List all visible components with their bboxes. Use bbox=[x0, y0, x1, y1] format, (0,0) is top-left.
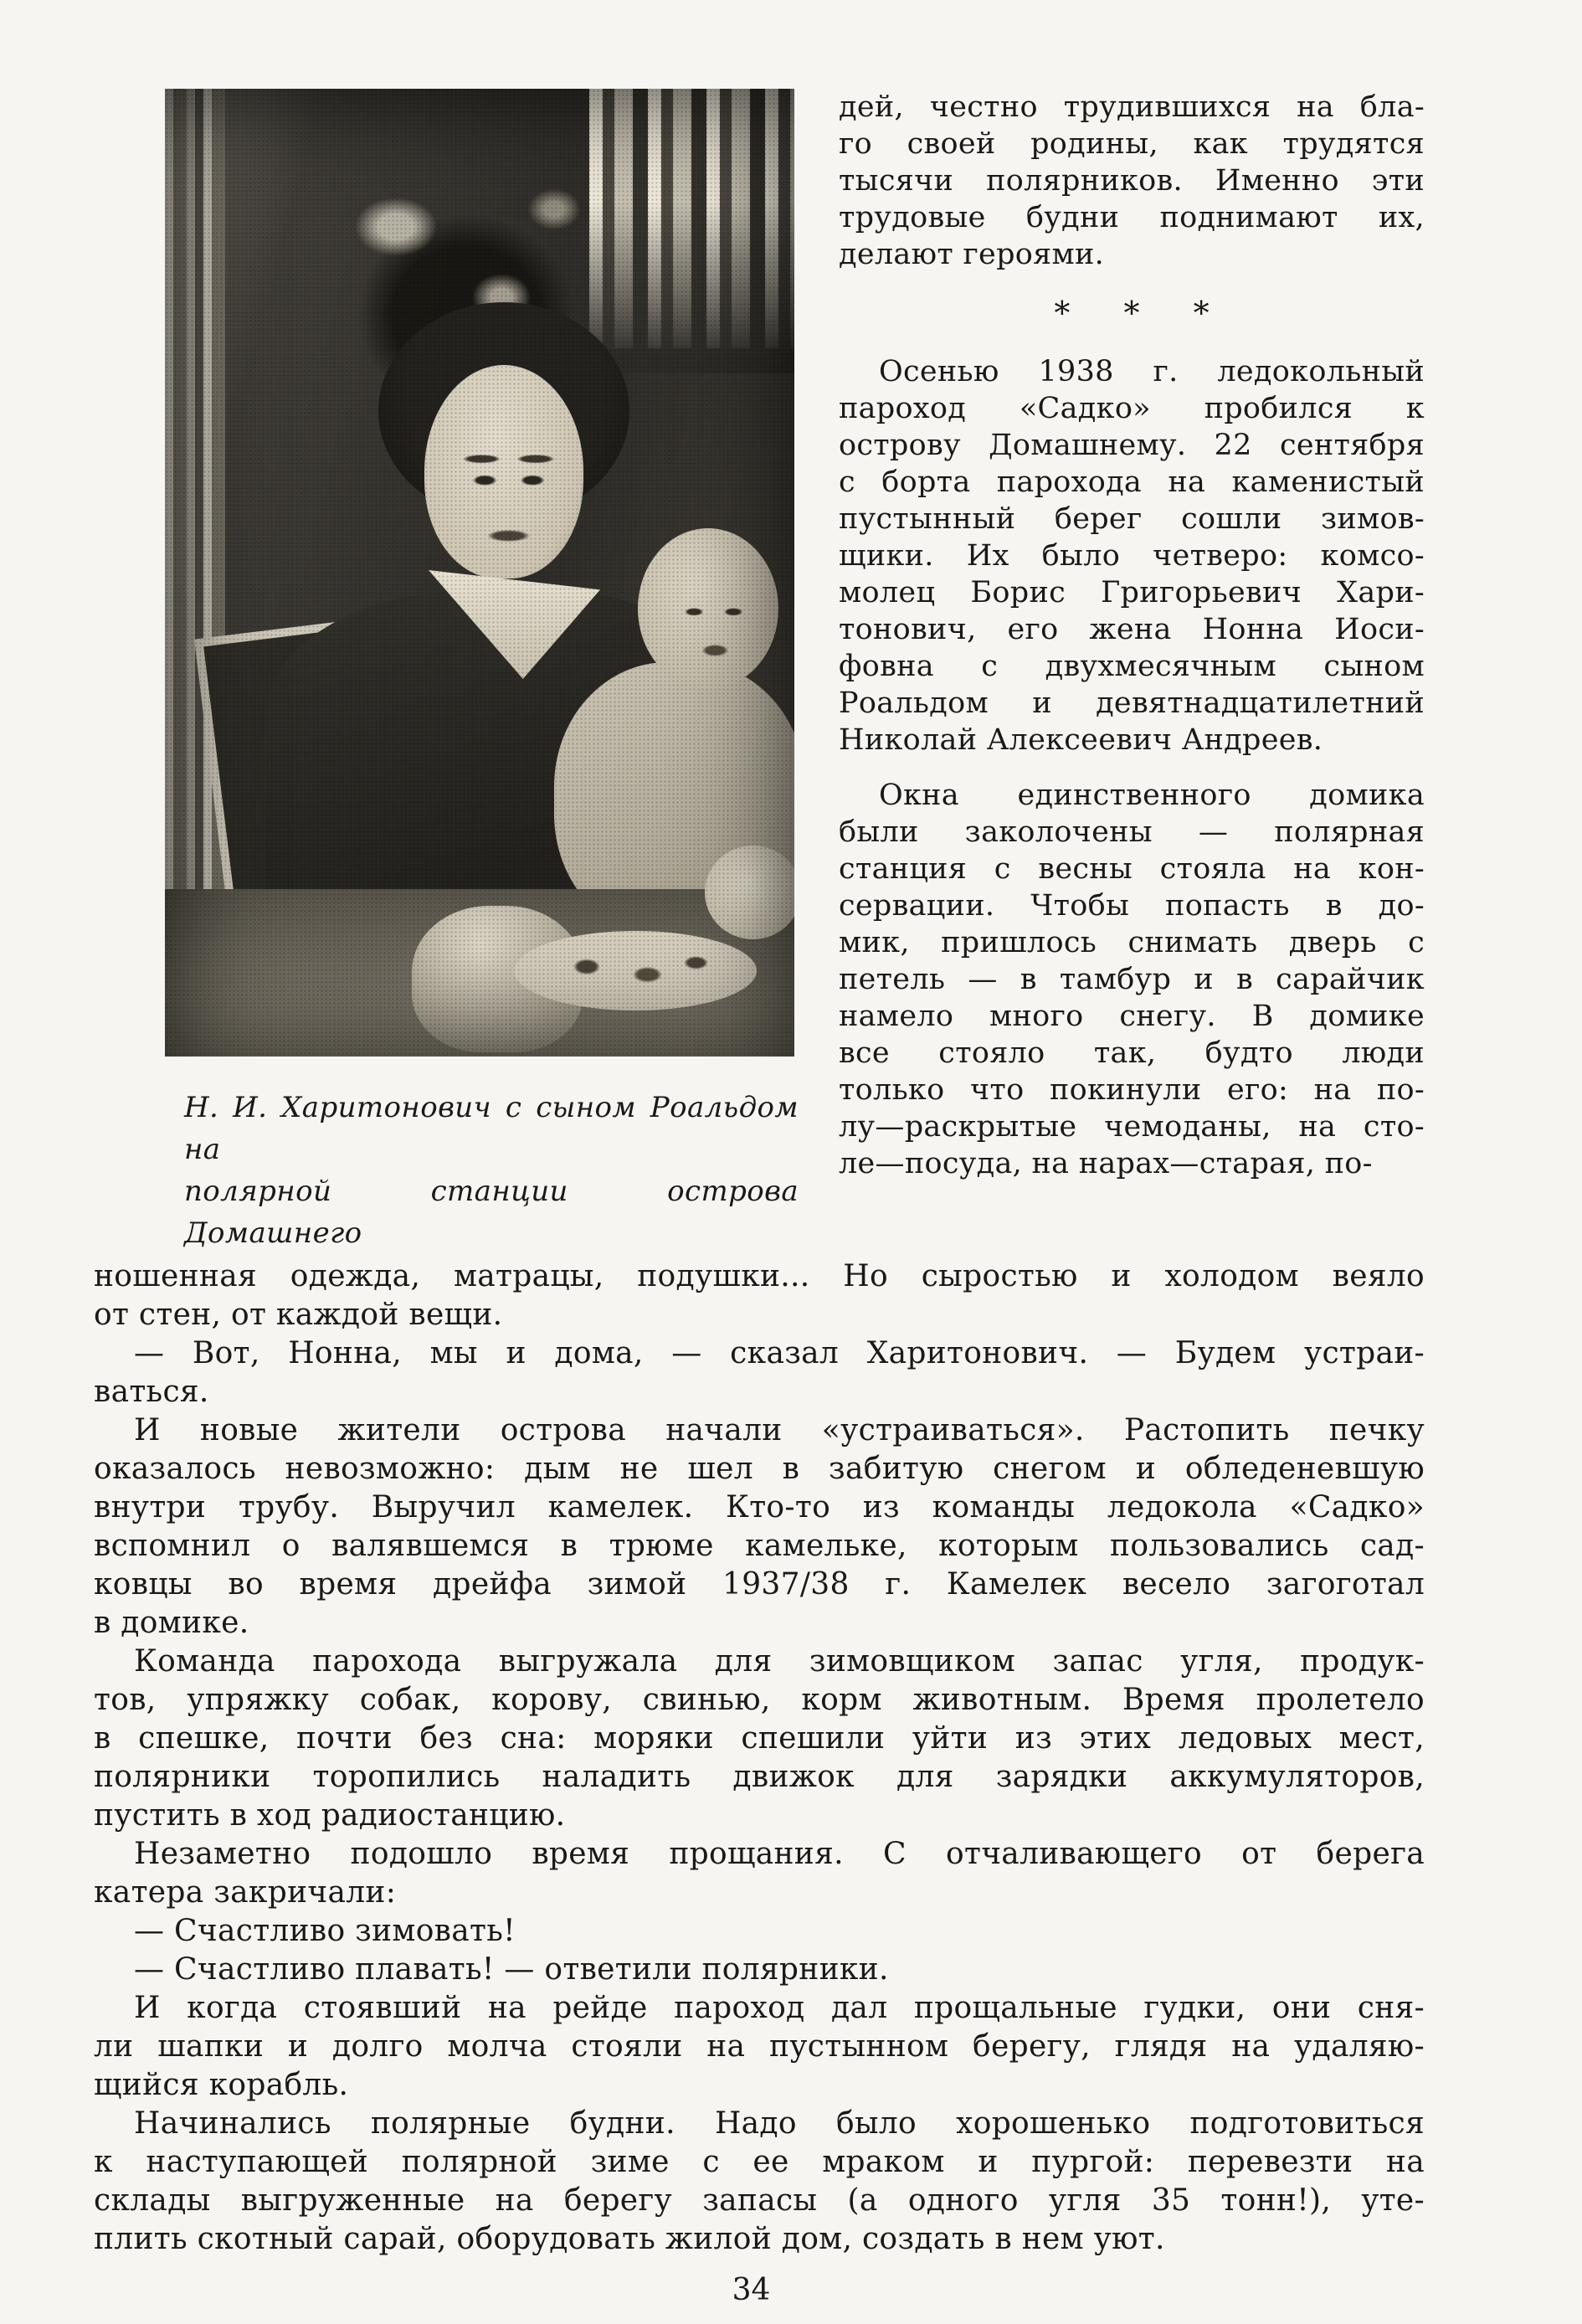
text-line: петель — в тамбур и в сарайчик bbox=[839, 963, 1425, 996]
text-line: Осенью 1938 г. ледокольный bbox=[879, 355, 1425, 388]
text-line: Команда парохода выгружала для зимовщиком запас угля, продук- bbox=[134, 1644, 1425, 1679]
text-line: намело много снегу. В домике bbox=[839, 1000, 1425, 1033]
text-line: сервации. Чтобы попасть в до- bbox=[839, 889, 1425, 923]
right-column-text bbox=[839, 89, 1425, 1254]
text-line: дей, честно трудившихся на бла- bbox=[839, 90, 1425, 124]
text-line: — Вот, Нонна, мы и дома, — сказал Харитонович. — Будем устраи- bbox=[134, 1336, 1425, 1370]
text-line: вспомнил о валявшемся в трюме камельке, которым пользовались сад- bbox=[94, 1529, 1425, 1563]
text-line: тов, упряжку собак, корову, свинью, корм животным. Время пролетело bbox=[94, 1683, 1425, 1717]
text-line: ле—посуда, на нарах—старая, по- bbox=[839, 1147, 1373, 1180]
text-line: ваться. bbox=[94, 1375, 209, 1409]
paragraph bbox=[184, 1087, 799, 1254]
paragraph bbox=[839, 89, 1425, 273]
text-line: ковцы во время дрейфа зимой 1937/38 г. Камелек весело загоготал bbox=[94, 1567, 1425, 1602]
photo-vignette bbox=[165, 89, 794, 1057]
text-line: были заколочены — полярная bbox=[839, 815, 1425, 849]
paragraph bbox=[839, 777, 1425, 1182]
text-line: Роальдом и девятнадцатилетний bbox=[839, 686, 1425, 720]
text-line: станция с весны стояла на кон- bbox=[839, 852, 1425, 886]
text-line: го своей родины, как трудятся bbox=[839, 127, 1425, 161]
text-line: пустить в ход радиостанцию. bbox=[94, 1798, 566, 1833]
text-line: внутри трубу. Выручил камелек. Кто-то из команды ледокола «Садко» bbox=[94, 1490, 1425, 1524]
text-line: катера закричали: bbox=[94, 1875, 397, 1910]
text-line: пароход «Садко» пробился к bbox=[839, 392, 1425, 425]
text-line: И новые жители острова начали «устраиваться». Растопить печку bbox=[134, 1413, 1425, 1447]
text-line: острову Домашнему. 22 сентября bbox=[839, 429, 1425, 462]
text-line: трудовые будни поднимают их, bbox=[839, 201, 1425, 234]
paragraph bbox=[94, 1951, 1425, 1989]
page-number: 34 bbox=[732, 2273, 771, 2307]
text-line: Н. И. Харитонович с сыном Роальдом на bbox=[184, 1091, 799, 1166]
full-width-text bbox=[0, 1254, 1582, 2259]
text-line: И когда стоявший на рейде пароход дал прощальные гудки, они сня- bbox=[134, 1991, 1425, 2025]
paragraph bbox=[94, 1643, 1425, 1835]
text-line: делают героями. bbox=[839, 238, 1105, 271]
photo-caption bbox=[184, 1087, 799, 1254]
text-line: в домике. bbox=[94, 1606, 249, 1640]
text-line: полярники торопились наладить движок для зарядки аккумуляторов, bbox=[94, 1760, 1425, 1794]
text-line: к наступающей полярной зиме с ее мраком и пургой: перевезти на bbox=[94, 2145, 1425, 2179]
text-line: в спешке, почти без сна: моряки спешили уйти из этих ледовых мест, bbox=[94, 1721, 1425, 1756]
text-line: только что покинули его: на по- bbox=[839, 1073, 1425, 1107]
left-column bbox=[94, 89, 839, 1254]
text-line: плить скотный сарай, оборудовать жилой дом, создать в нем уют. bbox=[94, 2222, 1165, 2256]
text-line: Начинались полярные будни. Надо было хорошенько подготовиться bbox=[134, 2106, 1425, 2141]
text-line: — Счастливо зимовать! bbox=[134, 1914, 516, 1948]
text-line: молец Борис Григорьевич Хари- bbox=[839, 576, 1425, 609]
text-line: мик, пришлось снимать дверь с bbox=[839, 926, 1425, 959]
paragraph bbox=[94, 1411, 1425, 1643]
text-line: тысячи полярников. Именно эти bbox=[839, 164, 1425, 198]
text-line: щийся корабль. bbox=[94, 2068, 349, 2102]
paragraph bbox=[94, 1989, 1425, 2105]
text-line: оказалось невозможно: дым не шел в забитую снегом и обледеневшую bbox=[94, 1452, 1425, 1486]
text-line: ли шапки и долго молча стояли на пустынном берегу, глядя на удаляю- bbox=[94, 2029, 1425, 2064]
text-line: фовна с двухмесячным сыном bbox=[839, 650, 1425, 683]
paragraph bbox=[94, 2105, 1425, 2259]
text-line: с борта парохода на каменистый bbox=[839, 465, 1425, 499]
text-line: тонович, его жена Нонна Иоси- bbox=[839, 613, 1425, 646]
paragraph bbox=[94, 1257, 1425, 1334]
text-line: склады выгруженные на берегу запасы (а одного угля 35 тонн!), уте- bbox=[94, 2183, 1425, 2218]
paragraph bbox=[94, 1912, 1425, 1951]
text-line: ношенная одежда, матрацы, подушки... Но сыростью и холодом веяло bbox=[94, 1259, 1425, 1293]
text-line: Николай Алексеевич Андреев. bbox=[839, 723, 1323, 757]
text-line: пустынный берег сошли зимов- bbox=[839, 502, 1425, 536]
text-line: Окна единственного домика bbox=[879, 779, 1425, 812]
paragraph bbox=[94, 1334, 1425, 1411]
text-line: щики. Их было четверо: комсо- bbox=[839, 539, 1425, 573]
paragraph bbox=[94, 1835, 1425, 1912]
paragraph bbox=[839, 353, 1425, 758]
section-separator: * * * bbox=[1054, 295, 1231, 332]
text-line: лу—раскрытые чемоданы, на сто- bbox=[839, 1110, 1425, 1144]
text-line: все стояло так, будто люди bbox=[839, 1036, 1425, 1070]
text-line: — Счастливо плавать! — ответили полярники. bbox=[134, 1952, 889, 1987]
photo-halftone bbox=[165, 89, 794, 1057]
text-line: от стен, от каждой вещи. bbox=[94, 1298, 503, 1332]
text-line: полярной станции острова Домашнего bbox=[184, 1175, 799, 1250]
text-line: Незаметно подошло время прощания. С отчаливающего от берега bbox=[134, 1837, 1425, 1871]
